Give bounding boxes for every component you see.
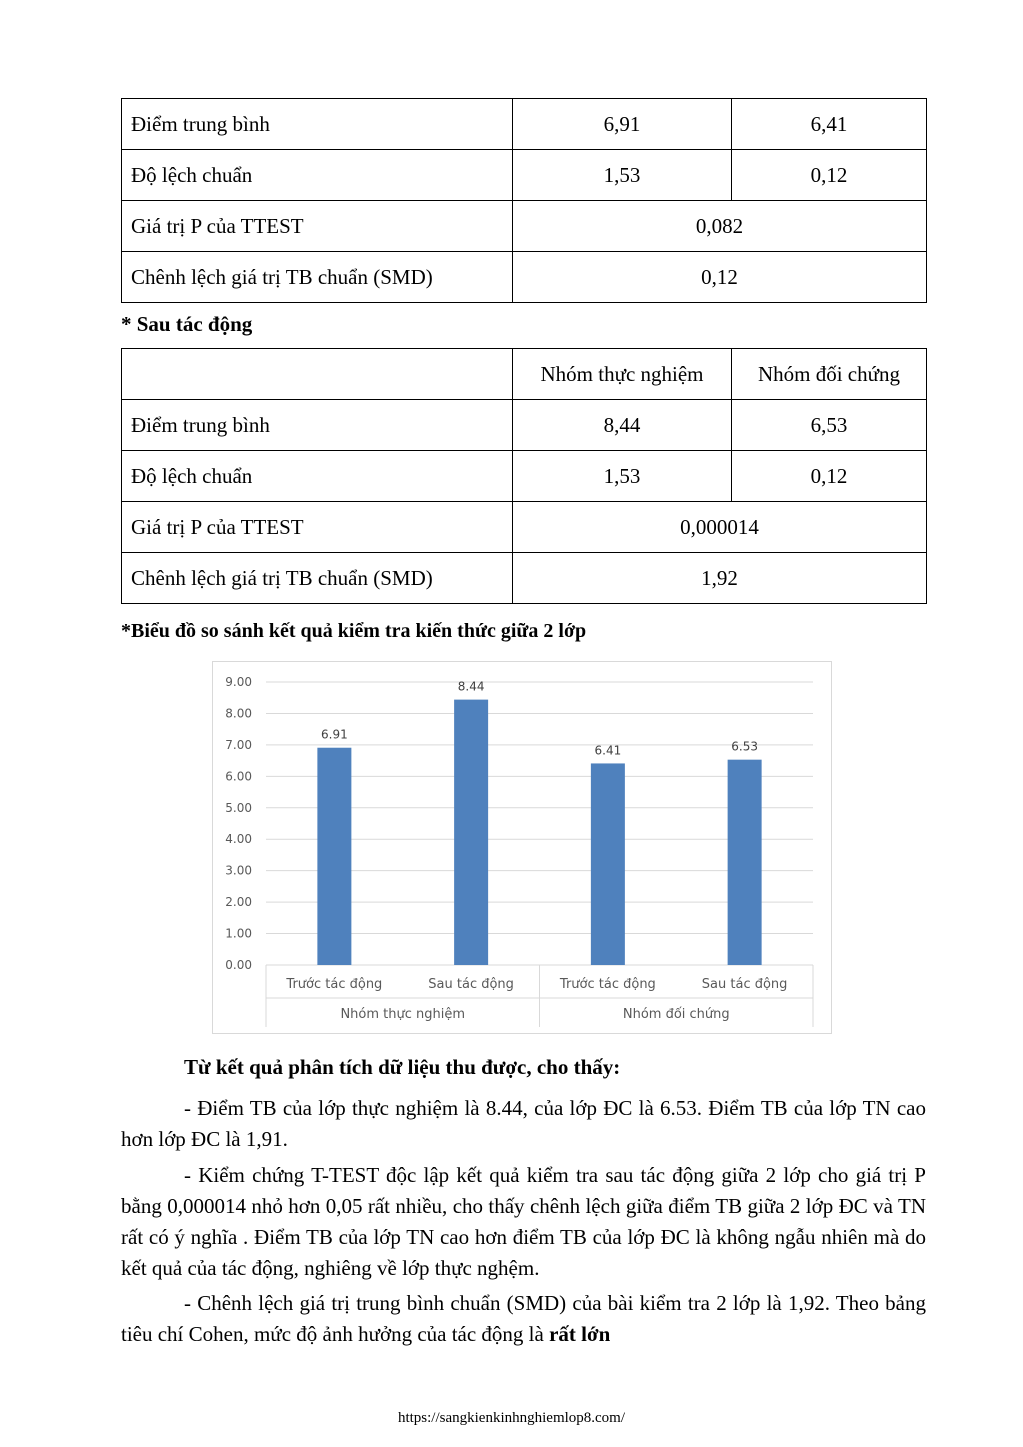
row-label: Độ lệch chuẩn	[122, 451, 513, 502]
experimental-value: 1,53	[513, 451, 732, 502]
header-empty	[122, 349, 513, 400]
paragraph-text: - Điểm TB của lớp thực nghiệm là 8.44, của lớp ĐC là 6.53. Điểm TB của lớp TN cao hơn lớp ĐC là 1,91.	[121, 1096, 926, 1151]
y-tick-label: 7.00	[225, 737, 252, 752]
merged-value: 0,082	[513, 201, 927, 252]
bar	[728, 760, 762, 965]
control-value: 0,12	[732, 451, 927, 502]
table-row	[122, 502, 927, 553]
paragraph-text: - Kiểm chứng T-TEST độc lập kết quả kiểm tra sau tác động giữa 2 lớp cho giá trị P bằng 0,000014 nhỏ hơn 0,05 rất nhiều, cho thấy chênh lệch giữa điểm TB giữa 2 lớp ĐC và TN rất có ý nghĩa . Điểm TB của lớp TN cao hơn điểm TB của lớp ĐC là không ngẫu nhiên mà do kết quả của tác động, nghiêng về lớp thực nghệm.	[121, 1163, 926, 1280]
bar	[454, 700, 488, 965]
table-after-intervention	[121, 348, 927, 604]
table-row	[122, 252, 927, 303]
table-row	[122, 99, 927, 150]
conclusion-heading	[121, 1052, 926, 1083]
y-tick-label: 1.00	[225, 926, 252, 941]
y-tick-label: 0.00	[225, 958, 252, 972]
merged-value: 1,92	[513, 553, 927, 604]
y-tick-label: 4.00	[225, 832, 252, 847]
data-label: 8.44	[457, 679, 485, 694]
data-label: 6.41	[594, 743, 622, 758]
experimental-value: 6,91	[513, 99, 732, 150]
merged-value: 0,000014	[513, 502, 927, 553]
bar-chart	[212, 661, 832, 1034]
y-tick-label: 5.00	[225, 800, 252, 815]
row-label: Giá trị P của TTEST	[122, 201, 513, 252]
after-intervention-heading: * Sau tác động	[121, 312, 253, 336]
y-tick-label: 8.00	[225, 706, 252, 721]
x-tick-label: Trước tác động	[559, 977, 656, 992]
conclusion-paragraph-3	[121, 1288, 926, 1350]
row-label: Chênh lệch giá trị TB chuẩn (SMD)	[122, 252, 513, 303]
y-tick-label: 6.00	[225, 769, 252, 784]
bar	[317, 748, 351, 965]
group-label: Nhóm đối chứng	[622, 1007, 730, 1022]
bar	[591, 763, 625, 965]
conclusion-paragraph-2	[121, 1160, 926, 1284]
table-row	[122, 451, 927, 502]
row-label: Độ lệch chuẩn	[122, 150, 513, 201]
row-label: Điểm trung bình	[122, 400, 513, 451]
merged-value: 0,12	[513, 252, 927, 303]
control-value: 6,41	[732, 99, 927, 150]
table-row	[122, 553, 927, 604]
control-value: 0,12	[732, 150, 927, 201]
row-label: Điểm trung bình	[122, 99, 513, 150]
emphasis-text: rất lớn	[549, 1322, 611, 1346]
row-label: Giá trị P của TTEST	[122, 502, 513, 553]
table-header-row	[122, 349, 927, 400]
experimental-value: 8,44	[513, 400, 732, 451]
y-tick-label: 9.00	[225, 675, 252, 689]
x-tick-label: Sau tác động	[701, 977, 788, 992]
footer-url: https://sangkienkinhnghiemlop8.com/	[397, 1410, 626, 1426]
chart-canvas	[213, 662, 833, 1035]
experimental-value: 1,53	[513, 150, 732, 201]
paragraph-text: - Chênh lệch giá trị trung bình chuẩn (SMD) của bài kiểm tra 2 lớp là 1,92. Theo bảng tiêu chí Cohen, mức độ ảnh hưởng của tác động là	[121, 1291, 926, 1346]
group-label: Nhóm thực nghiệm	[340, 1007, 466, 1022]
conclusion-paragraph-1	[121, 1093, 926, 1155]
table-before-intervention	[121, 98, 927, 303]
header-experimental-group: Nhóm thực nghiệm	[513, 349, 732, 400]
table-row	[122, 400, 927, 451]
table-row	[122, 150, 927, 201]
y-tick-label: 2.00	[225, 895, 252, 910]
row-label: Chênh lệch giá trị TB chuẩn (SMD)	[122, 553, 513, 604]
control-value: 6,53	[732, 400, 927, 451]
data-label: 6.53	[731, 739, 758, 754]
y-tick-label: 3.00	[225, 863, 252, 878]
x-tick-label: Trước tác động	[286, 977, 383, 992]
data-label: 6.91	[321, 727, 348, 742]
chart-heading: *Biểu đồ so sánh kết quả kiểm tra kiến thức giữa 2 lớp	[121, 620, 587, 642]
conclusion-heading-text: Từ kết quả phân tích dữ liệu thu được, cho thấy:	[184, 1055, 621, 1079]
table-row	[122, 201, 927, 252]
header-control-group: Nhóm đối chứng	[732, 349, 927, 400]
x-tick-label: Sau tác động	[428, 977, 514, 992]
